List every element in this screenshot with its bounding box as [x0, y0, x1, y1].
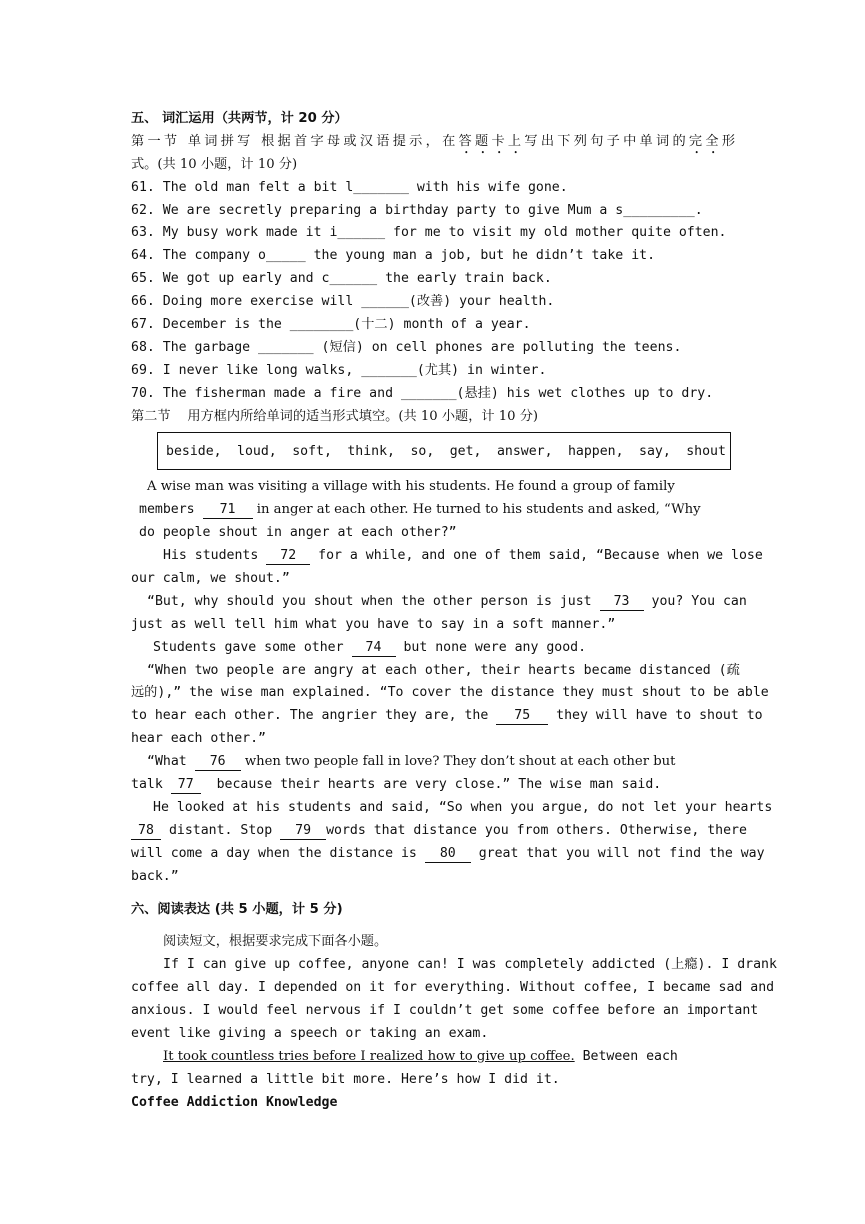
reading-line: anxious. I would feel nervous if I couldn’t get some coffee before an important: [131, 1003, 759, 1019]
blank-71: 71: [203, 502, 253, 519]
passage-line: to hear each other. The angrier they are, the 75 they will have to shout to: [131, 708, 763, 724]
question-62: 62. We are secretly preparing a birthday party to give Mum a s_________.: [131, 202, 703, 218]
question-68: 68. The garbage _______ (短信) on cell phones are polluting the teens.: [131, 339, 682, 355]
question-66: 66. Doing more exercise will ______(改善) your health.: [131, 294, 555, 310]
blank-79: 79: [280, 823, 326, 840]
word-bank-item: happen,: [567, 443, 624, 459]
reading-line: event like giving a speech or taking an exam.: [131, 1025, 489, 1041]
passage-line: hear each other.”: [131, 731, 266, 747]
word-bank-item: answer,: [496, 443, 553, 459]
word-bank-box: [157, 432, 731, 470]
passage-line: Students gave some other 74 but none were any good.: [153, 639, 587, 655]
passage-line: He looked at his students and said, “So when you argue, do not let your hearts: [153, 799, 773, 815]
word-bank-item: say,: [639, 443, 671, 459]
passage-line: 远的),” the wise man explained. “To cover the distance they must shout to be able: [131, 685, 769, 701]
word-bank-item: beside,: [166, 443, 222, 459]
word-bank-item: loud,: [237, 443, 277, 459]
underlined-sentence: It took countless tries before I realized how to give up coffee.: [163, 1048, 575, 1064]
passage-line: back.”: [131, 868, 179, 884]
passage-line: do people shout in anger at each other?”: [139, 525, 457, 541]
word-bank-item: get,: [449, 443, 482, 459]
passage-line: members 71 in anger at each other. He turned to his students and asked, “Why: [139, 502, 701, 518]
blank-80: 80: [425, 846, 471, 863]
blank-72: 72: [266, 548, 310, 565]
blank-74: 74: [352, 640, 396, 657]
question-67: 67. December is the ________(十二) month of a year.: [131, 317, 531, 333]
question-70: 70. The fisherman made a fire and _______(悬挂) his wet clothes up to dry.: [131, 385, 714, 401]
word-bank-item: shout: [686, 443, 726, 459]
passage-line: 78 distant. Stop 79 words that distance you from others. Otherwise, there: [131, 820, 735, 843]
part1-instructions: 第一节 单词拼写 根据首字母或汉语提示，在答题卡上写出下列句子中单词的完全形: [131, 133, 736, 149]
passage-line: “When two people are angry at each other, their hearts became distanced (疏: [147, 662, 740, 678]
passage-line: just as well tell him what you have to say in a soft manner.”: [131, 616, 616, 632]
reading-intro: 阅读短文，根据要求完成下面各小题。: [163, 934, 388, 950]
part2-instructions: 第二节 用方框内所给单词的适当形式填空。(共 10 小题，计 10 分): [131, 408, 539, 424]
reading-line: It took countless tries before I realized how to give up coffee. Between each: [163, 1048, 678, 1064]
question-61: 61. The old man felt a bit l_______ with his wife gone.: [131, 179, 568, 195]
passage-line: A wise man was visiting a village with his students. He found a group of family: [147, 479, 675, 495]
blank-75: 75: [496, 708, 548, 725]
blank-78: 78: [131, 823, 161, 840]
passage-line: will come a day when the distance is 80 great that you will not find the way: [131, 845, 765, 861]
blank-77: 77: [171, 777, 201, 794]
section-6-heading: 六、阅读表达 (共 5 小题，计 5 分): [131, 901, 343, 917]
question-69: 69. I never like long walks, _______(尤其) in winter.: [131, 362, 547, 378]
word-bank-item: soft,: [292, 443, 332, 459]
section-5-heading: 五、 词汇运用（共两节，计 20 分）: [131, 111, 348, 126]
document-page: [131, 108, 777, 1115]
blank-76: 76: [195, 754, 241, 771]
passage-line: talk 77 because their hearts are very close.” The wise man said.: [131, 777, 662, 793]
passage-line: “But, why should you shout when the other person is just 73 you? You can: [147, 593, 747, 609]
reading-line: If I can give up coffee, anyone can! I was completely addicted (上瘾). I drank: [163, 957, 777, 973]
emphasis-complete: 完全: [688, 133, 722, 149]
question-65: 65. We got up early and c______ the early train back.: [131, 271, 552, 287]
emphasis-answer-sheet: 答题卡上: [458, 133, 525, 149]
passage-line: His students 72 for a while, and one of them said, “Because when we lose: [163, 548, 763, 564]
word-bank-item: so,: [410, 443, 435, 459]
reading-subheading: Coffee Addiction Knowledge: [131, 1094, 338, 1110]
reading-line: coffee all day. I depended on it for everything. Without coffee, I became sad and: [131, 980, 775, 996]
word-bank-item: think,: [347, 443, 395, 459]
question-63: 63. My busy work made it i______ for me to visit my old mother quite often.: [131, 225, 727, 241]
question-64: 64. The company o_____ the young man a job, but he didn’t take it.: [131, 248, 656, 264]
part1-instructions-cont: 式。(共 10 小题，计 10 分): [131, 156, 298, 172]
reading-line: try, I learned a little bit more. Here’s how I did it.: [131, 1071, 560, 1087]
blank-73: 73: [600, 594, 644, 611]
passage-line: our calm, we shout.”: [131, 571, 290, 587]
passage-line: “What 76 when two people fall in love? They don’t shout at each other but: [147, 754, 676, 770]
